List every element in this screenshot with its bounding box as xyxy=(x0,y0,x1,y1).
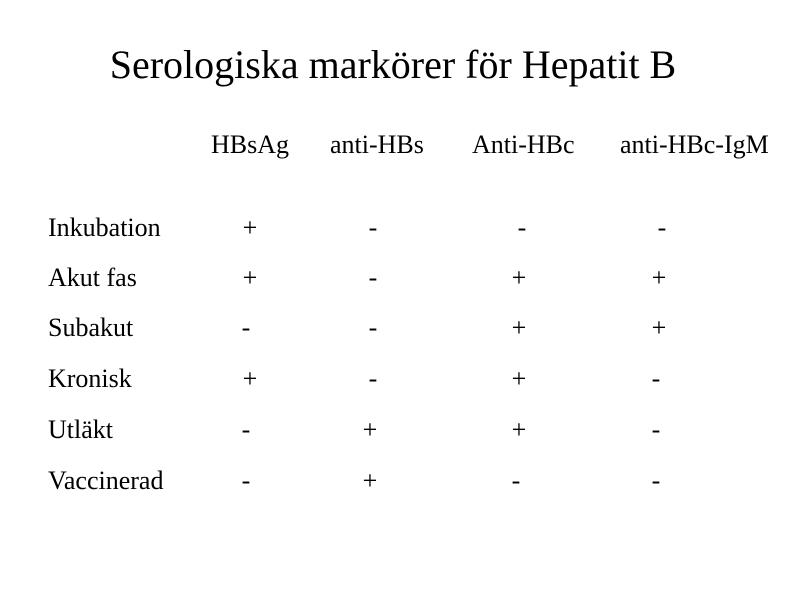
row-label: Vaccinerad xyxy=(48,466,164,495)
slide-title: Serologiska markörer för Hepatit B xyxy=(109,42,677,87)
cell-anti-hbc-igm: - xyxy=(651,364,661,393)
cell-anti-hbc-igm: - xyxy=(651,466,661,495)
table-row-subakut xyxy=(0,308,800,348)
row-label: Inkubation xyxy=(48,213,161,242)
cell-anti-hbs: - xyxy=(368,313,378,342)
table-row-akut-fas xyxy=(0,258,800,298)
cell-anti-hbc: + xyxy=(511,263,527,292)
cell-anti-hbc-igm: + xyxy=(651,263,667,292)
row-label: Utläkt xyxy=(48,415,113,444)
cell-anti-hbc: - xyxy=(511,466,521,495)
cell-hbsag: + xyxy=(242,213,258,242)
table-row-inkubation xyxy=(0,208,800,248)
row-label: Akut fas xyxy=(48,263,137,292)
cell-anti-hbc: + xyxy=(511,364,527,393)
cell-anti-hbs: - xyxy=(368,364,378,393)
cell-anti-hbs: + xyxy=(362,466,378,495)
cell-hbsag: - xyxy=(241,415,251,444)
cell-anti-hbs: + xyxy=(362,415,378,444)
cell-hbsag: - xyxy=(241,466,251,495)
column-header-anti-hbc: Anti-HBc xyxy=(472,130,575,159)
cell-hbsag: + xyxy=(242,364,258,393)
cell-anti-hbc: - xyxy=(517,213,527,242)
row-label: Kronisk xyxy=(48,364,132,393)
cell-anti-hbc-igm: + xyxy=(651,313,667,342)
column-header-hbsag: HBsAg xyxy=(211,130,290,159)
cell-anti-hbs: - xyxy=(368,213,378,242)
table-row-vaccinerad xyxy=(0,461,800,501)
cell-hbsag: - xyxy=(241,313,251,342)
column-header-anti-hbs: anti-HBs xyxy=(330,130,424,159)
cell-anti-hbs: - xyxy=(368,263,378,292)
cell-anti-hbc: + xyxy=(511,313,527,342)
cell-hbsag: + xyxy=(242,263,258,292)
cell-anti-hbc-igm: - xyxy=(657,213,667,242)
cell-anti-hbc-igm: - xyxy=(651,415,661,444)
table-row-utlakt xyxy=(0,410,800,450)
cell-anti-hbc: + xyxy=(511,415,527,444)
row-label: Subakut xyxy=(48,313,134,342)
table-row-kronisk xyxy=(0,359,800,399)
column-header-anti-hbc-igm: anti-HBc-IgM xyxy=(620,130,769,159)
